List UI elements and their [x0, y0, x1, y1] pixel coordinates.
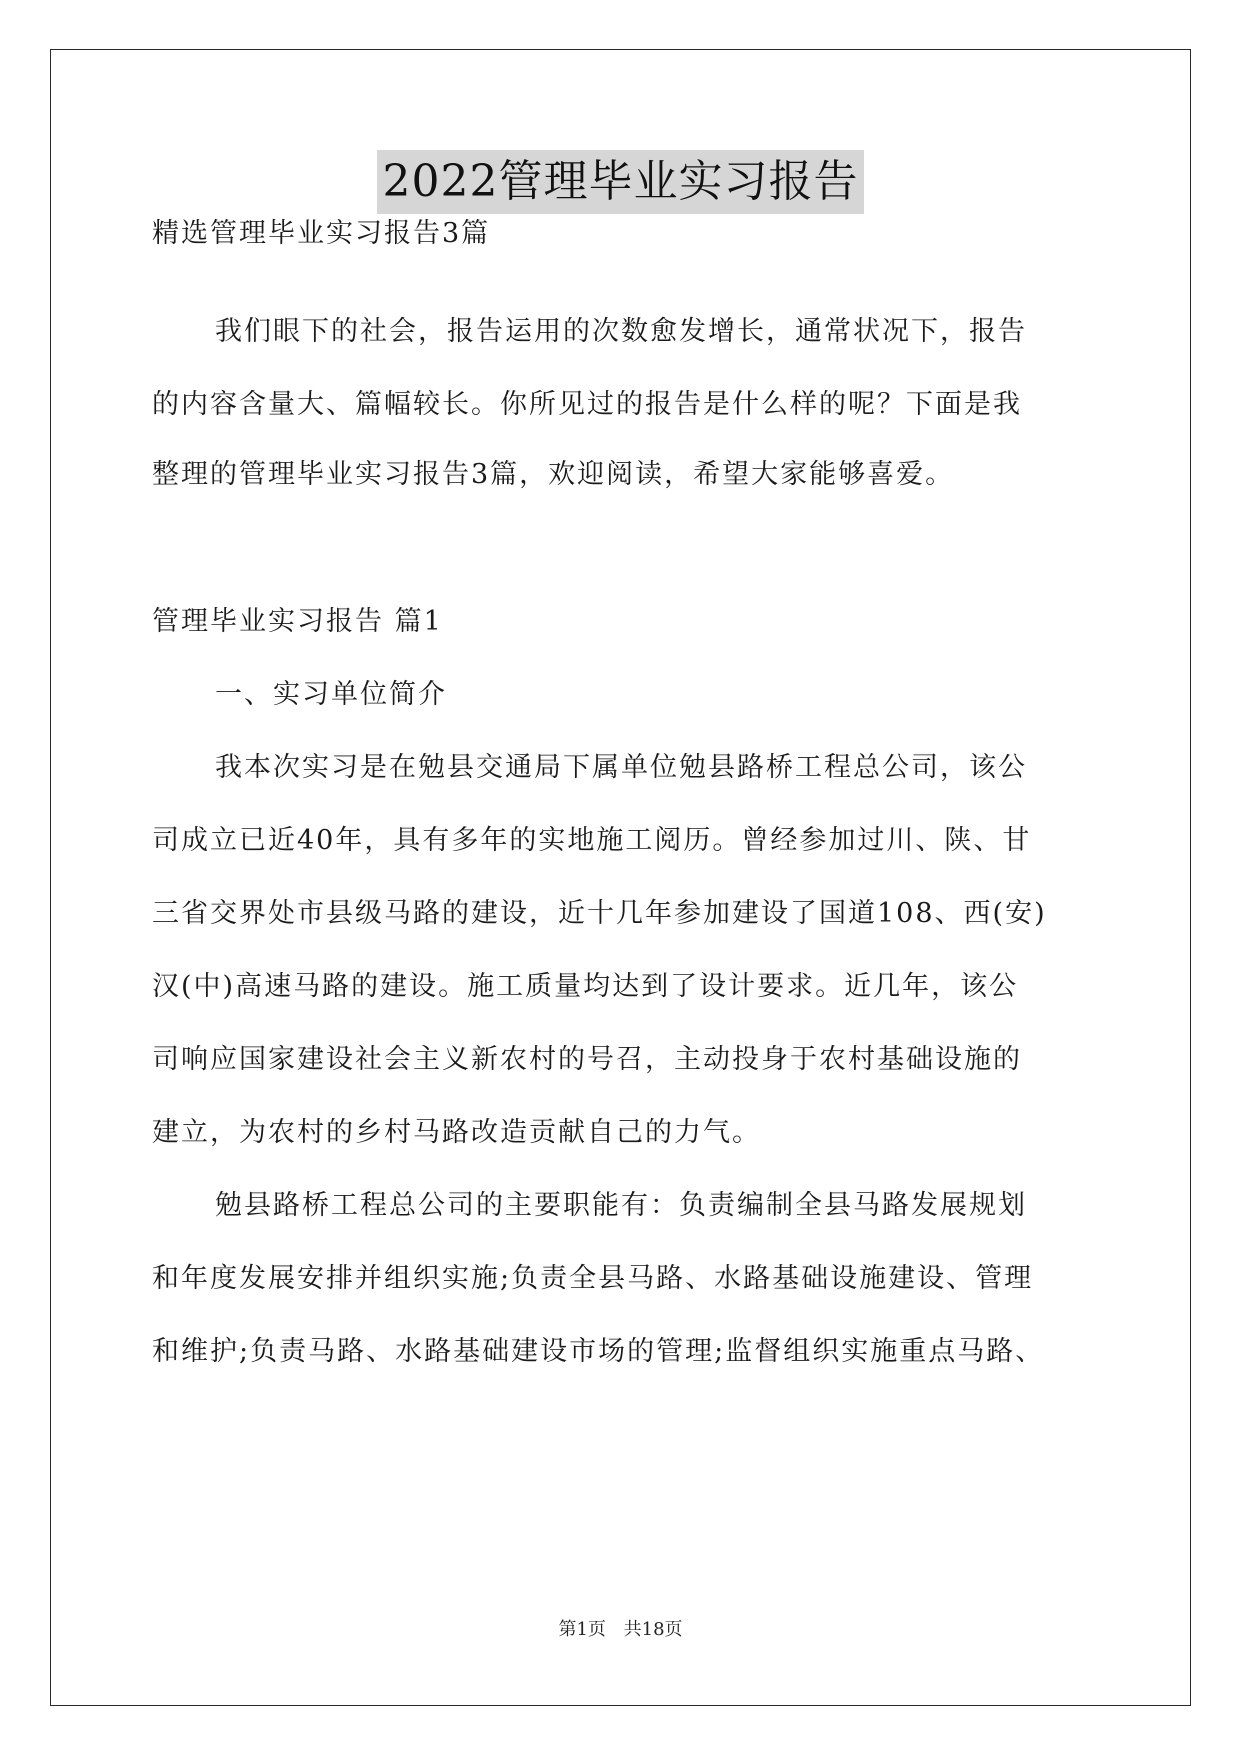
- body-line: 司响应国家建设社会主义新农村的号召，主动投身于农村基础设施的: [152, 1044, 1022, 1075]
- document-title: 2022管理毕业实习报告: [377, 150, 865, 214]
- page-footer: [0, 1618, 1241, 1642]
- subtitle-line: 精选管理毕业实习报告3篇: [152, 218, 491, 249]
- title-wrap: [0, 150, 1241, 214]
- body-line: 的内容含量大、篇幅较长。你所见过的报告是什么样的呢？下面是我: [152, 389, 1022, 420]
- body-line: 勉县路桥工程总公司的主要职能有：负责编制全县马路发展规划: [215, 1190, 1027, 1221]
- body-line: 我们眼下的社会，报告运用的次数愈发增长，通常状况下，报告: [215, 316, 1027, 347]
- page-total: 共18页: [623, 1619, 683, 1640]
- body-line: 建立，为农村的乡村马路改造贡献自己的力气。: [152, 1117, 761, 1148]
- body-line: 司成立已近40年，具有多年的实地施工阅历。曾经参加过川、陕、甘: [152, 825, 1032, 856]
- body-line: 整理的管理毕业实习报告3篇，欢迎阅读，希望大家能够喜爱。: [152, 459, 955, 490]
- page-number: 第1页: [558, 1619, 606, 1640]
- page-border: [50, 49, 1191, 1706]
- body-line: 三省交界处市县级马路的建设，近十几年参加建设了国道108、西(安): [152, 898, 1047, 929]
- body-line: 和维护;负责马路、水路基础建设市场的管理;监督组织实施重点马路、: [152, 1336, 1045, 1367]
- body-line: 我本次实习是在勉县交通局下属单位勉县路桥工程总公司，该公: [215, 752, 1027, 783]
- section-heading: 管理毕业实习报告 篇1: [152, 606, 443, 637]
- body-line: 和年度发展安排并组织实施;负责全县马路、水路基础设施建设、管理: [152, 1263, 1034, 1294]
- sub-heading: 一、实习单位简介: [215, 679, 447, 710]
- body-line: 汉(中)高速马路的建设。施工质量均达到了设计要求。近几年，该公: [152, 971, 1019, 1002]
